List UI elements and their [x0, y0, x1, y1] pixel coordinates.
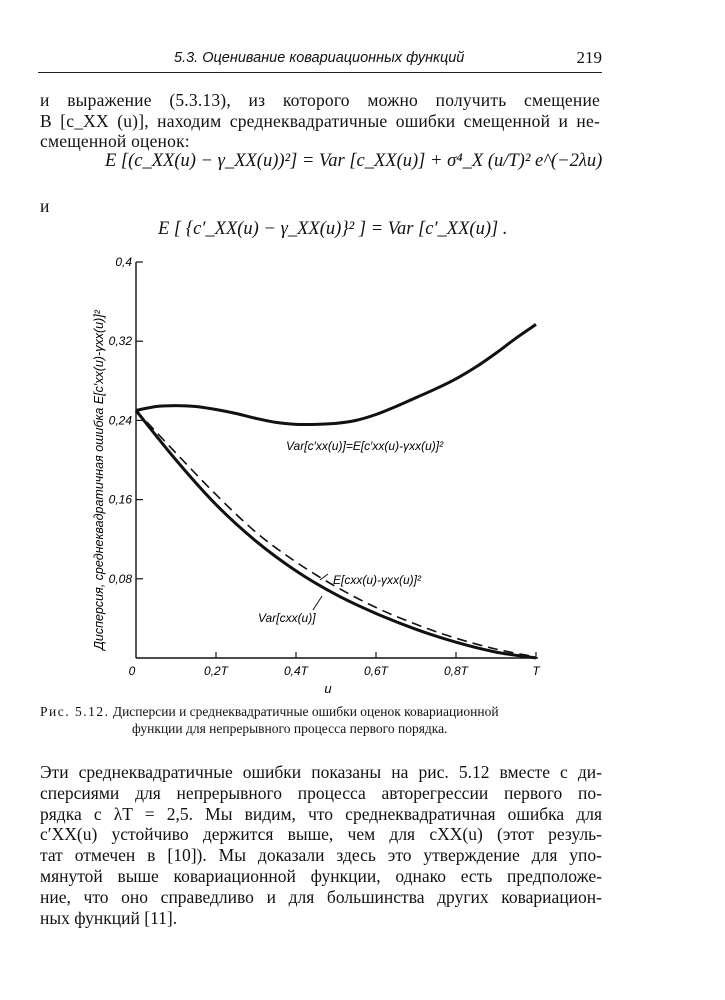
y-tick-label: 0,16 [108, 492, 132, 507]
formula-1: E [(c_XX(u) − γ_XX(u))²] = Var [c_XX(u)] + σ⁴_X (u/T)² e^(−2λu) [105, 151, 603, 171]
page-number: 219 [576, 48, 602, 67]
x-axis-title: u [324, 681, 332, 696]
formula-2: E [ {c′_XX(u) − γ_XX(u)}² ] = Var [c′_XX(u)] . [158, 219, 508, 239]
figure-5-12-chart [0, 250, 725, 700]
section-title: 5.3. Оценивание ковариационных функций [174, 50, 465, 66]
y-tick-label: 0,24 [108, 413, 132, 428]
figure-caption [40, 703, 600, 737]
chart-axes [136, 262, 538, 658]
chart-labels [92, 309, 444, 696]
intro-paragraph [40, 90, 600, 152]
series-biased-variance-line [136, 324, 536, 424]
y-tick-label: 0,32 [108, 334, 132, 349]
y-axis-title: Дисперсия, среднеквадратичная ошибка E[c′xx(u)-γxx(u)]² [92, 310, 106, 650]
y-tick-label: 0,4 [115, 255, 132, 269]
leader-line-var [313, 596, 322, 610]
body-line-1: Эти среднеквадратичные ошибки показаны на рис. 5.12 вместе с ди- [40, 762, 602, 782]
body-line-6: мянутой выше ковариационной функции, однако есть предположе- [40, 865, 602, 886]
body-line-7: ние, что оно справедливо и для большинства других ковариацион- [40, 886, 602, 907]
caption-label: Рис. 5.12. [40, 704, 110, 719]
x-tick-label: 0,6T [363, 664, 389, 678]
body-line-2: сперсиями для непрерывного процесса авторегрессии первого по- [40, 782, 602, 803]
x-tick-label: T [532, 664, 540, 678]
y-tick-label: 0,08 [108, 571, 132, 586]
body-paragraph [40, 762, 602, 928]
chart-series [136, 324, 536, 658]
caption-line-2: функции для непрерывного процесса первого порядка. [132, 721, 448, 736]
intro-line-2: B [c_XX (u)], находим среднеквадратичные ошибки смещенной и не- [40, 110, 600, 131]
body-line-4: c′XX(u) устойчиво держится выше, чем для cXX(u) (этот резуль- [40, 824, 602, 845]
conjunction: и [40, 196, 50, 216]
x-tick-label: 0 [128, 664, 136, 678]
running-header [38, 46, 602, 73]
series-label-dashed: E[cxx(u)-γxx(u)]² [333, 573, 421, 587]
chart-ticks [109, 255, 542, 678]
x-tick-label: 0,4T [283, 664, 309, 678]
body-line-3: рядка с λT = 2,5. Мы видим, что среднеквадратичная ошибка для [40, 803, 602, 824]
body-line-8: ных функций [11]. [40, 907, 178, 928]
series-label-var: Var[cxx(u)] [258, 611, 316, 625]
x-tick-label: 0,2T [203, 664, 229, 678]
intro-line-3: смещенной оценок: [40, 131, 190, 151]
intro-line-1: и выражение (5.3.13), из которого можно получить смещение [40, 90, 600, 110]
x-tick-label: 0,8T [443, 664, 469, 678]
caption-line-1: Дисперсии и среднеквадратичные ошибки оценок ковариационной [112, 704, 499, 719]
leader-line-dashed [320, 574, 328, 580]
series-label-top: Var[c′xx(u)]=E[c′xx(u)-γxx(u)]² [286, 439, 444, 453]
body-line-5: тат отмечен в [10]). Мы доказали здесь это утверждение для упо- [40, 845, 602, 866]
